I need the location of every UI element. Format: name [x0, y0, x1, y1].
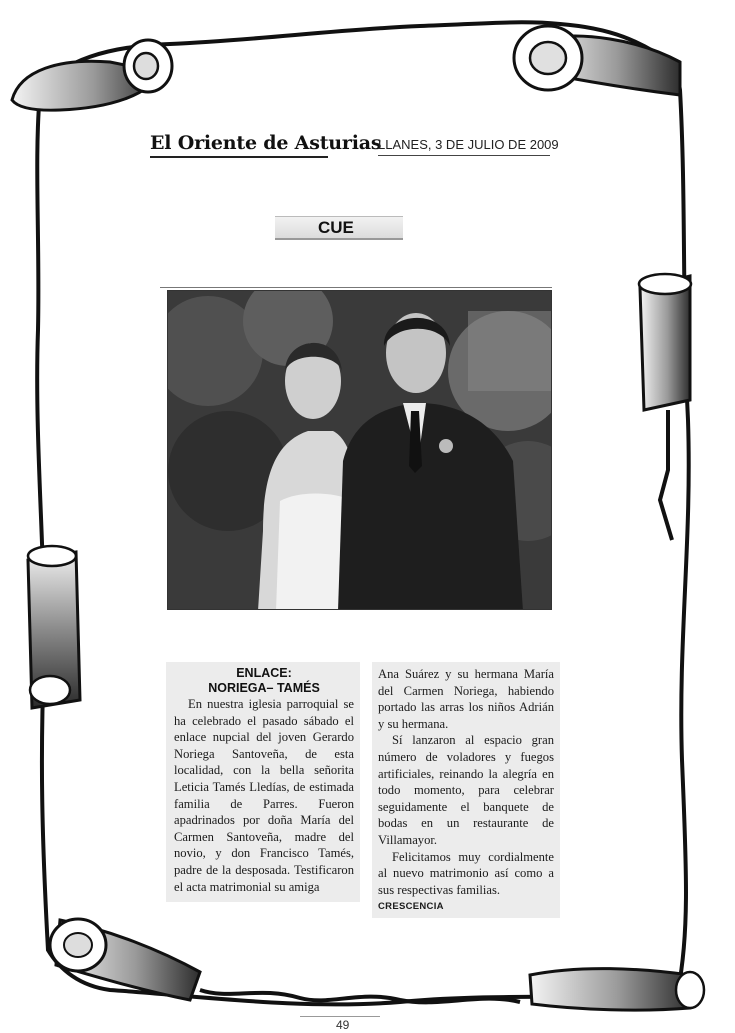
article-column-right	[372, 662, 560, 918]
wedding-photo	[167, 290, 552, 610]
scroll-roll-right	[639, 274, 691, 540]
masthead-underline	[150, 156, 328, 158]
dateline: LLANES, 3 DE JULIO DE 2009	[378, 137, 559, 152]
scroll-curl-bottom-right	[530, 969, 704, 1011]
newspaper-masthead: El Oriente de Asturias	[150, 132, 382, 154]
article-paragraph: Sí lanzaron al espacio gran número de voladores y fuegos artificiales, reinando la alegría en todo momento, para celebrar seguidamente el banquete de bodas en un restaurante de Villamayor.	[378, 733, 554, 847]
scroll-roll-left	[28, 546, 80, 708]
article-headline-line2: NORIEGA– TAMÉS	[208, 681, 320, 695]
article-paragraph: Felicitamos muy cordialmente al nuevo matrimonio así como a sus respectivas familias.	[378, 849, 554, 897]
article-byline: CRESCENCIA	[378, 901, 444, 913]
dateline-underline	[378, 155, 550, 156]
article-headline-line1: ENLACE:	[236, 666, 292, 680]
section-label: CUE	[318, 218, 354, 237]
photo-top-rule	[160, 287, 552, 288]
scroll-curl-top-left	[12, 40, 172, 110]
page-number: 49	[336, 1018, 350, 1032]
article-paragraph: Ana Suárez y su hermana María del Carmen Noriega, habiendo portado las arras los niños Adrián y su hermana.	[378, 667, 554, 731]
scroll-curl-top-right	[514, 26, 680, 95]
article-column-left	[166, 662, 360, 902]
wedding-photo-illustration	[168, 291, 552, 610]
page-number-rule	[300, 1016, 380, 1017]
scroll-curl-bottom-left	[50, 919, 200, 1000]
article-paragraph: En nuestra iglesia parroquial se ha celebrado el pasado sábado el enlace nupcial del joven Gerardo Noriega Santoveña, de esta localidad, con la bella señorita Leticia Tamés Lledías, de estimada familia de Parres. Fueron apadrinados por doña María del Carmen Santoveña, madre del novio, y don Francisco Tamés, padre de la desposada. Testificaron el acta matrimonial su amiga	[174, 697, 354, 894]
